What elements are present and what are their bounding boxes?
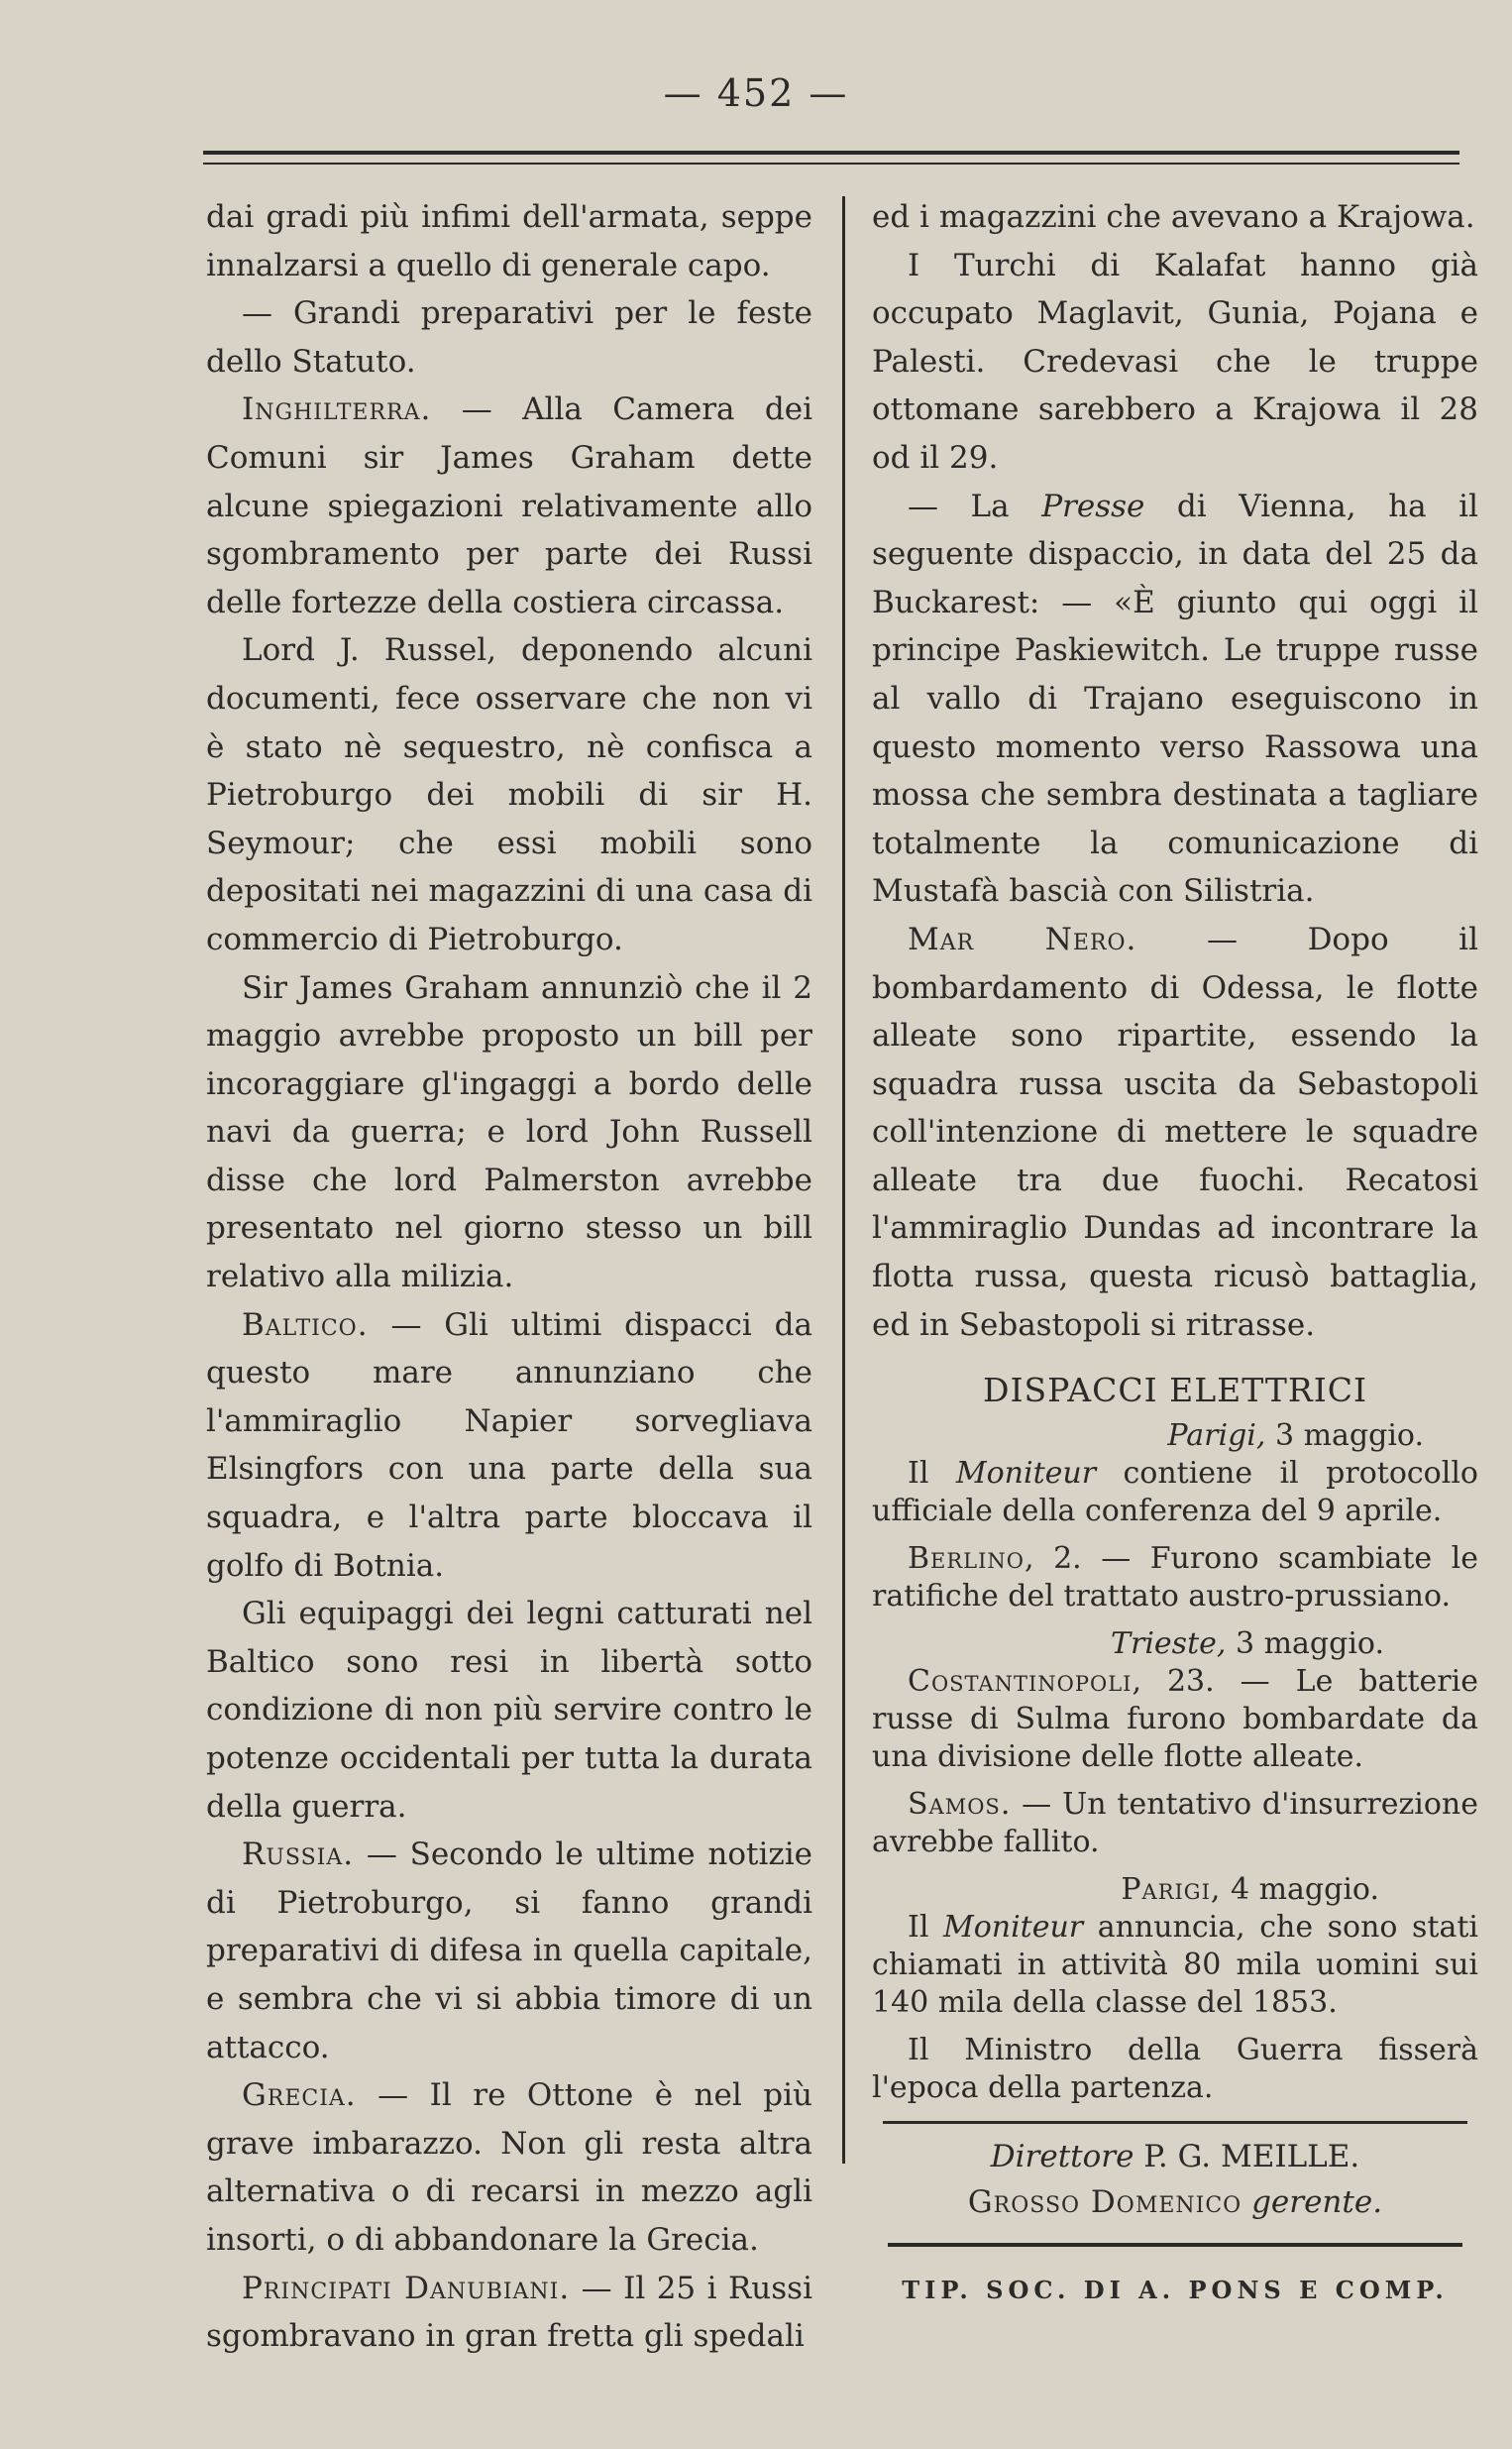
newspaper-title: Presse xyxy=(1041,488,1145,524)
news-text: — Dopo il bombardamento di Odessa, le flotte alleate sono ripartite, essendo la squadra russa uscita da Sebastopoli coll'intenzione di mettere le squadre alleate tra due fuochi. Recatosi l'ammiraglio Dundas ad incontrare la flotta russa, questa ricusò battaglia, ed in Sebastopoli si ritrasse. xyxy=(872,921,1479,1343)
right-column xyxy=(872,193,1478,2314)
director-line xyxy=(872,2134,1478,2179)
manager-title: gerente. xyxy=(1242,2183,1383,2220)
text: , 23. — Le batterie russe di Sulma furono bombardate da una divisione delle flotte alleate. xyxy=(872,1663,1478,1774)
news-text: — Il 25 i Russi sgombravano in gran fretta gli spedali xyxy=(206,2270,812,2355)
dateline-city: Parigi, xyxy=(1167,1417,1266,1453)
news-item-mar-nero xyxy=(872,916,1478,1349)
section-label: Samos. xyxy=(908,1786,1012,1822)
news-text: — Il re Ottone è nel più grave imbarazzo. Non gli resta altra alternativa o di recarsi in mezzo agli insorti, o di abbandonare la Grecia. xyxy=(206,2077,812,2258)
dispatch xyxy=(872,1786,1478,1861)
header-rule xyxy=(203,151,1459,165)
paragraph: ed i magazzini che avevano a Krajowa. xyxy=(872,199,1475,235)
section-label: Principati Danubiani. xyxy=(242,2270,571,2306)
manager-line xyxy=(872,2179,1478,2225)
text: contiene il protocollo ufficiale della conferenza del 9 aprile. xyxy=(872,1455,1478,1528)
dateline-date: 4 maggio. xyxy=(1221,1871,1379,1907)
director-title: Direttore xyxy=(990,2138,1134,2174)
manager-name: Grosso Domenico xyxy=(967,2183,1242,2220)
section-label: Costantinopoli xyxy=(908,1663,1133,1699)
news-text: — Secondo le ultime notizie di Pietroburgo, si fanno grandi preparativi di difesa in quella capitale, e sembra che vi si abbia timore di un attacco. xyxy=(206,1837,812,2065)
text: Il xyxy=(908,1455,956,1491)
bottom-rule xyxy=(888,2243,1462,2247)
dateline xyxy=(872,1417,1478,1455)
paragraph: Lord J. Russel, deponendo alcuni documenti, fece osservare che non vi è stato nè sequestro, nè confisca a Pietroburgo dei mobili di sir H. Seymour; che essi mobili sono depositati nei magazzini di una casa di commercio di Pietroburgo. xyxy=(206,632,812,957)
dateline xyxy=(872,1871,1478,1909)
text: — Un tentativo d'insurrezione avrebbe fallito. xyxy=(872,1786,1478,1859)
text: — La xyxy=(908,488,1042,524)
dispatch: Il Ministro della Guerra fisserà l'epoca della partenza. xyxy=(872,2032,1478,2105)
news-item-russia xyxy=(206,1831,812,2071)
paragraph xyxy=(872,483,1478,916)
paragraph: — Grandi preparativi per le feste dello Statuto. xyxy=(206,295,812,380)
text: , 2. — Furono scambiate le ratifiche del trattato austro-prussiano. xyxy=(872,1540,1478,1614)
news-item-inghilterra xyxy=(206,386,812,626)
paragraph: Gli equipaggi dei legni catturati nel Baltico sono resi in libertà sotto condizione di non più servire contro le potenze occidentali per tutta la durata della guerra. xyxy=(206,1596,812,1825)
dateline-date: 3 maggio. xyxy=(1226,1625,1384,1661)
news-item-grecia xyxy=(206,2071,812,2264)
text: Il xyxy=(908,1909,943,1945)
dateline-city: Parigi, xyxy=(1121,1871,1222,1907)
text: annuncia, che sono stati chiamati in attività 80 mila uomini sui 140 mila della classe del 1853. xyxy=(872,1909,1478,2020)
news-item-principati xyxy=(206,2265,812,2361)
news-text: — Gli ultimi dispacci da questo mare annunziano che l'ammiraglio Napier sorvegliava Elsingfors con una parte della sua squadra, e l'altra parte bloccava il golfo di Botnia. xyxy=(206,1306,812,1584)
newspaper-title: Moniteur xyxy=(942,1909,1084,1945)
dateline-city: Trieste, xyxy=(1110,1625,1227,1661)
section-label: Berlino xyxy=(908,1540,1026,1576)
paragraph: Sir James Graham annunziò che il 2 maggio avrebbe proposto un bill per incoraggiare gl'ingaggi a bordo delle navi da guerra; e lord John Russell disse che lord Palmerston avrebbe presentato nel giorno stesso un bill relativo alla milizia. xyxy=(206,969,812,1295)
newspaper-title: Moniteur xyxy=(955,1455,1097,1491)
news-text: — Alla Camera dei Comuni sir James Graham dette alcune spiegazioni relativamente allo sgombramento per parte dei Russi delle fortezze della costiera circassa. xyxy=(206,391,812,620)
section-label: Baltico. xyxy=(242,1306,369,1343)
dispatch xyxy=(872,1663,1478,1776)
dateline-date: 3 maggio. xyxy=(1265,1417,1424,1453)
text: di Vienna, ha il seguente dispaccio, in data del 25 da Buckarest: — «È giunto qui oggi il principe Paskiewitch. Le truppe russe al vallo di Trajano eseguiscono in questo momento verso Rassowa una mossa che sembra destinata a tagliare totalmente la comunicazione di Mustafà bascià con Silistria. xyxy=(872,488,1478,910)
printer-imprint: TIP. SOC. DI A. PONS E COMP. xyxy=(902,2275,1449,2304)
news-item-baltico xyxy=(206,1301,812,1591)
column-divider xyxy=(842,196,845,2164)
left-column xyxy=(206,193,812,2361)
paragraph: dai gradi più infimi dell'armata, seppe innalzarsi a quello di generale capo. xyxy=(206,199,812,283)
section-label: Mar Nero. xyxy=(908,921,1137,957)
paragraph: I Turchi di Kalafat hanno già occupato Maglavit, Gunia, Pojana e Palesti. Credevasi che le truppe ottomane sarebbero a Krajowa il 28 od il 29. xyxy=(872,247,1478,476)
dispatch xyxy=(872,1540,1478,1615)
dispatch xyxy=(872,1455,1478,1530)
section-heading: DISPACCI ELETTRICI xyxy=(982,1371,1368,1410)
page-number: — 452 — xyxy=(663,71,849,115)
dateline xyxy=(872,1625,1478,1663)
section-label: Inghilterra. xyxy=(242,391,432,428)
section-label: Russia. xyxy=(242,1837,355,1873)
footer-rule xyxy=(883,2121,1467,2124)
director-name: P. G. MEILLE. xyxy=(1134,2138,1360,2174)
dispatch xyxy=(872,1909,1478,2022)
section-label: Grecia. xyxy=(242,2077,357,2114)
